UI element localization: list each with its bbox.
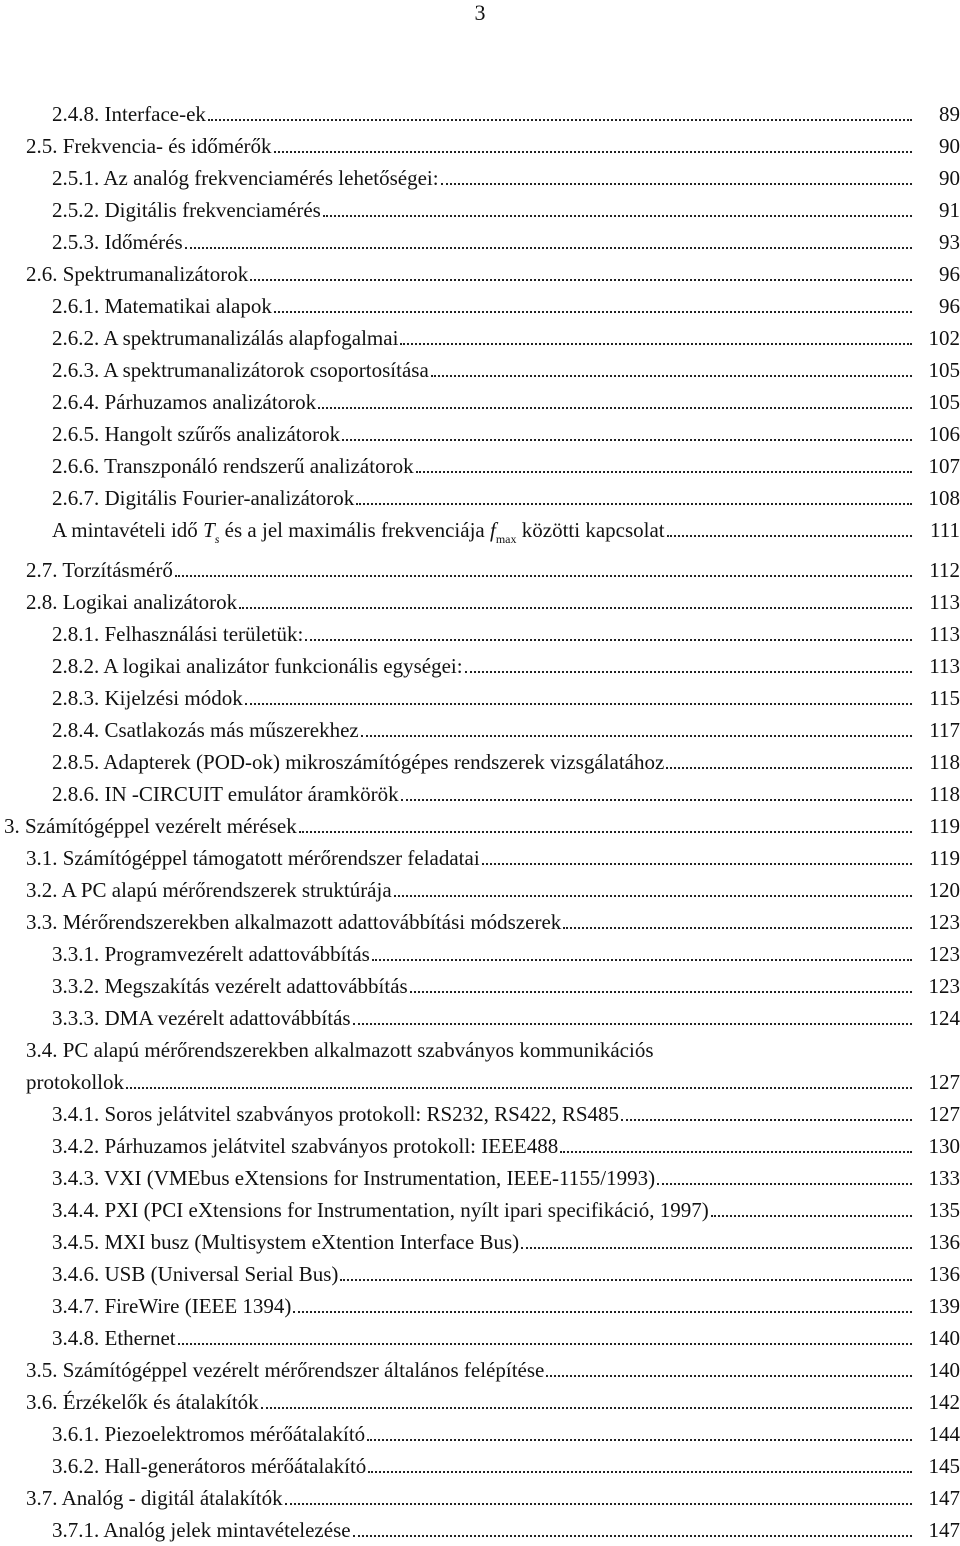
toc-entry-text xyxy=(52,1226,519,1258)
toc-entry-number: 3.3.2. xyxy=(52,974,100,998)
toc-entry-title: Hangolt szűrős analizátorok xyxy=(104,422,341,446)
toc-entry-title: FireWire (IEEE 1394) xyxy=(104,1294,292,1318)
toc-entry[interactable] xyxy=(0,1162,960,1194)
dot-leader xyxy=(293,1311,912,1313)
toc-entry-number: 2.5.3. xyxy=(52,230,100,254)
toc-entry-number: 3.3. xyxy=(26,910,58,934)
toc-entry-number: 2.5.2. xyxy=(52,198,100,222)
toc-entry-number: 2.7. xyxy=(26,558,58,582)
toc-entry-page: 133 xyxy=(928,1166,960,1190)
toc-entry-page: 91 xyxy=(939,198,960,222)
toc-entry-page: 144 xyxy=(928,1422,960,1446)
toc-entry-text xyxy=(26,1386,259,1418)
toc-entry[interactable] xyxy=(0,1450,960,1482)
toc-entry-page: 124 xyxy=(928,1006,960,1030)
toc-entry-number: 3.6.2. xyxy=(52,1454,100,1478)
toc-entry-page: 111 xyxy=(930,518,960,542)
dot-leader xyxy=(285,1503,912,1505)
toc-entry[interactable] xyxy=(0,226,960,258)
toc-entry-page: 127 xyxy=(928,1102,960,1126)
toc-entry-text xyxy=(52,322,398,354)
toc-entry[interactable] xyxy=(0,1194,960,1226)
dot-leader xyxy=(482,863,912,865)
toc-entry-text xyxy=(52,618,303,650)
toc-entry-page: 118 xyxy=(929,782,960,806)
toc-entry-title: Adapterek (POD-ok) mikroszámítógépes rendszerek vizsgálatához xyxy=(103,750,665,774)
dot-leader xyxy=(367,1439,912,1441)
toc-entry-page: 135 xyxy=(928,1198,960,1222)
dot-leader xyxy=(340,1279,912,1281)
dot-leader xyxy=(410,991,912,993)
dot-leader xyxy=(372,959,912,961)
toc-entry-number: 2.8.4. xyxy=(52,718,100,742)
toc-entry-page: 115 xyxy=(929,686,960,710)
toc-entry-number: 2.6.7. xyxy=(52,486,100,510)
toc-entry-page: 123 xyxy=(928,974,960,998)
toc-entry-title: Párhuzamos analizátorok xyxy=(104,390,317,414)
toc-entry-title: Érzékelők és átalakítók xyxy=(62,1390,259,1414)
dot-leader xyxy=(361,735,912,737)
toc-entry[interactable] xyxy=(0,1322,960,1354)
toc-entry-number: 3.4.6. xyxy=(52,1262,100,1286)
toc-entry-text xyxy=(52,226,183,258)
toc-entry-title: Felhasználási területük: xyxy=(104,622,304,646)
toc-entry-page: 119 xyxy=(929,846,960,870)
toc-entry[interactable] xyxy=(0,906,960,938)
toc-entry-number: 2.6. xyxy=(26,262,58,286)
toc-entry-number: 2.8.2. xyxy=(52,654,100,678)
toc-entry-text xyxy=(26,906,561,938)
toc-entry-text xyxy=(26,554,173,586)
toc-entry-text xyxy=(26,586,237,618)
toc-entry-text xyxy=(52,970,408,1002)
toc-entry-text xyxy=(52,1258,338,1290)
dot-leader xyxy=(239,607,912,609)
toc-entry-title-line2: protokollok xyxy=(26,1070,124,1094)
toc-entry-title: Programvezérelt adattovábbítás xyxy=(104,942,370,966)
toc-entry-number: 3.5. xyxy=(26,1358,58,1382)
toc-entry-page: 139 xyxy=(928,1294,960,1318)
toc-entry-number: 3.6. xyxy=(26,1390,58,1414)
toc-entry-page: 90 xyxy=(939,166,960,190)
toc-entry-title: Megszakítás vezérelt adattovábbítás xyxy=(104,974,408,998)
toc-entry-number: 3.6.1. xyxy=(52,1422,100,1446)
toc-entry-text xyxy=(52,746,664,778)
toc-entry-page: 123 xyxy=(928,942,960,966)
toc-entry-text xyxy=(52,290,272,322)
toc-entry-number: 3.7. xyxy=(26,1486,58,1510)
dot-leader xyxy=(299,831,912,833)
toc-entry-text xyxy=(52,1194,709,1226)
toc-entry-title: A spektrumanalizátorok csoportosítása xyxy=(103,358,429,382)
toc-entry-number: 2.6.4. xyxy=(52,390,100,414)
toc-entry[interactable] xyxy=(0,970,960,1002)
toc-entry-number: 2.8.6. xyxy=(52,782,100,806)
toc-entry-text xyxy=(52,450,414,482)
toc-entry-page: 140 xyxy=(928,1326,960,1350)
dot-leader xyxy=(657,1183,912,1185)
toc-entry-page: 118 xyxy=(929,750,960,774)
toc-entry-number: 3.4.4. xyxy=(52,1198,100,1222)
toc-entry[interactable] xyxy=(0,1386,960,1418)
toc-entry-text xyxy=(26,1354,544,1386)
toc-entry-title-part3: közötti kapcsolat xyxy=(521,518,665,542)
toc-entry-title: Analóg - digitál átalakítók xyxy=(61,1486,283,1510)
toc-entry-page: 136 xyxy=(928,1262,960,1286)
dot-leader xyxy=(353,1023,912,1025)
toc-entry-title: Piezoelektromos mérőátalakító xyxy=(104,1422,366,1446)
toc-entry-page: 120 xyxy=(928,878,960,902)
toc-entry-title: A spektrumanalizálás alapfogalmai xyxy=(103,326,399,350)
toc-entry-title: Logikai analizátorok xyxy=(62,590,238,614)
symbol-t: T xyxy=(203,518,215,542)
toc-entry-page: 113 xyxy=(929,622,960,646)
toc-entry-number: 3.7.1. xyxy=(52,1518,100,1542)
dot-leader xyxy=(274,311,912,313)
toc-entry-title: Párhuzamos jelátvitel szabványos protokoll: IEEE488 xyxy=(104,1134,559,1158)
dot-leader xyxy=(208,119,912,121)
dot-leader xyxy=(666,767,912,769)
dot-leader xyxy=(274,151,912,153)
toc-entry[interactable] xyxy=(0,322,960,354)
toc-entry-page: 96 xyxy=(939,294,960,318)
toc-entry-text xyxy=(52,514,665,555)
toc-entry-title: Soros jelátvitel szabványos protokoll: RS232, RS422, RS485 xyxy=(104,1102,620,1126)
dot-leader xyxy=(318,407,912,409)
toc-entry-title: Ethernet xyxy=(104,1326,176,1350)
toc-entry-text xyxy=(52,162,439,194)
toc-entry-text xyxy=(52,1418,365,1450)
toc-entry-number: 3.1. xyxy=(26,846,58,870)
toc-entry-text xyxy=(26,842,480,874)
toc-entry-text xyxy=(52,682,243,714)
toc-entry-title: Spektrumanalizátorok xyxy=(62,262,249,286)
toc-entry-number: 2.5. xyxy=(26,134,58,158)
toc-entry-number: 2.4.8. xyxy=(52,102,100,126)
toc-entry-page: 127 xyxy=(928,1070,960,1094)
dot-leader xyxy=(261,1407,912,1409)
toc-entry[interactable] xyxy=(0,354,960,386)
dot-leader xyxy=(245,703,912,705)
toc-entry-page: 142 xyxy=(928,1390,960,1414)
toc-entry-text xyxy=(52,1450,366,1482)
toc-entry-page: 105 xyxy=(928,358,960,382)
toc-entry-number: 2.8.5. xyxy=(52,750,100,774)
toc-entry[interactable] xyxy=(0,1098,960,1130)
dot-leader xyxy=(323,215,912,217)
toc-entry-text xyxy=(52,194,321,226)
toc-entry-text xyxy=(26,258,248,290)
toc-entry-page: 93 xyxy=(939,230,960,254)
toc-entry-page: 90 xyxy=(939,134,960,158)
dot-leader xyxy=(178,1343,912,1345)
toc-entry-title: Transzponáló rendszerű analizátorok xyxy=(104,454,414,478)
toc-entry-text xyxy=(52,714,359,746)
symbol-f-subscript: max xyxy=(495,532,517,546)
toc-entry-text xyxy=(26,1034,654,1066)
toc-entry-page: 147 xyxy=(928,1486,960,1510)
toc-entry-page: 112 xyxy=(929,558,960,582)
toc-entry[interactable] xyxy=(0,650,960,682)
symbol-f: f xyxy=(489,518,496,542)
toc-entry-title: Számítógéppel vezérelt mérőrendszer általános felépítése xyxy=(62,1358,545,1382)
toc-entry-number: 3.4. xyxy=(26,1038,58,1062)
toc-entry-text xyxy=(52,1098,619,1130)
dot-leader xyxy=(185,247,912,249)
dot-leader xyxy=(667,535,912,537)
toc-entry-text xyxy=(52,1162,655,1194)
toc-entry[interactable] xyxy=(0,1354,960,1386)
dot-leader xyxy=(441,183,912,185)
toc-entry-title: Az analóg frekvenciamérés lehetőségei: xyxy=(103,166,439,190)
dot-leader xyxy=(563,927,912,929)
toc-entry[interactable] xyxy=(0,1258,960,1290)
toc-entry-page: 140 xyxy=(928,1358,960,1382)
toc-entry-title: USB (Universal Serial Bus) xyxy=(104,1262,339,1286)
toc-entry[interactable] xyxy=(0,1002,960,1034)
dot-leader xyxy=(401,799,912,801)
toc-entry-page: 147 xyxy=(928,1518,960,1542)
toc-entry-page: 113 xyxy=(929,654,960,678)
toc-entry-number: 3.4.7. xyxy=(52,1294,100,1318)
toc-entry-title: Mérőrendszerekben alkalmazott adattovábbítási módszerek xyxy=(62,910,562,934)
dot-leader xyxy=(431,375,912,377)
toc-entry-number: 3.3.3. xyxy=(52,1006,100,1030)
toc-entry-text xyxy=(52,354,429,386)
toc-entry-text xyxy=(52,1002,351,1034)
toc-entry-number: 2.6.1. xyxy=(52,294,100,318)
toc-entry-number: 3. xyxy=(4,814,20,838)
toc-entry-text xyxy=(52,778,399,810)
toc-entry[interactable] xyxy=(0,714,960,746)
toc-entry[interactable] xyxy=(0,586,960,618)
toc-entry-title: Időmérés xyxy=(104,230,183,254)
toc-entry[interactable] xyxy=(0,618,960,650)
toc-entry-title: PC alapú mérőrendszerekben alkalmazott szabványos kommunikációs xyxy=(62,1038,654,1062)
toc-entry-title: Matematikai alapok xyxy=(104,294,272,318)
toc-entry[interactable] xyxy=(0,1226,960,1258)
toc-entry[interactable] xyxy=(0,842,960,874)
dot-leader xyxy=(416,471,912,473)
toc-entry-text xyxy=(52,386,316,418)
dot-leader xyxy=(353,1535,912,1537)
toc-entry-page: 123 xyxy=(928,910,960,934)
page-number: 3 xyxy=(474,0,486,25)
toc-entry-number: 2.8.1. xyxy=(52,622,100,646)
dot-leader xyxy=(368,1471,912,1473)
toc-entry[interactable] xyxy=(0,554,960,586)
toc-entry-number: 2.8.3. xyxy=(52,686,100,710)
toc-entry-number: 3.4.5. xyxy=(52,1230,100,1254)
toc-entry-number: 2.6.3. xyxy=(52,358,100,382)
dot-leader xyxy=(546,1375,912,1377)
toc-entry-page: 136 xyxy=(928,1230,960,1254)
toc-entry-text xyxy=(26,130,272,162)
toc-entry-number: 2.5.1. xyxy=(52,166,100,190)
toc-entry-title: Analóg jelek mintavételezése xyxy=(103,1518,351,1542)
dot-leader xyxy=(175,575,912,577)
toc-entry-text xyxy=(52,1290,291,1322)
toc-entry-page: 108 xyxy=(928,486,960,510)
dot-leader xyxy=(356,503,912,505)
toc-entry[interactable] xyxy=(0,1418,960,1450)
dot-leader xyxy=(394,895,912,897)
dot-leader xyxy=(621,1119,912,1121)
dot-leader xyxy=(250,279,912,281)
toc-entry-title: Számítógéppel vezérelt mérések xyxy=(25,814,297,838)
toc-entry-number: 3.4.3. xyxy=(52,1166,100,1190)
toc-entry-number: 2.6.2. xyxy=(52,326,100,350)
toc-entry-text xyxy=(52,98,206,130)
toc-entry-title: PXI (PCI eXtensions for Instrumentation, nyílt ipari specifikáció, 1997) xyxy=(104,1198,709,1222)
dot-leader xyxy=(560,1151,912,1153)
toc-entry[interactable] xyxy=(0,1514,960,1546)
toc-entry-page: 106 xyxy=(928,422,960,446)
toc-entry-title: Számítógéppel támogatott mérőrendszer feladatai xyxy=(62,846,480,870)
toc-entry-title: Kijelzési módok xyxy=(104,686,243,710)
toc-entry-text xyxy=(52,1322,176,1354)
toc-entry[interactable] xyxy=(0,386,960,418)
toc-entry-title: Digitális frekvenciamérés xyxy=(104,198,321,222)
toc-entry[interactable] xyxy=(0,874,960,906)
toc-entry-page: 119 xyxy=(929,814,960,838)
toc-entry-page: 145 xyxy=(928,1454,960,1478)
dot-leader xyxy=(521,1247,912,1249)
toc-entry-page: 102 xyxy=(928,326,960,350)
toc-entry-text xyxy=(52,1130,558,1162)
toc-entry[interactable] xyxy=(0,482,960,514)
toc-entry-page: 96 xyxy=(939,262,960,286)
toc-entry[interactable] xyxy=(0,810,960,842)
toc-entry[interactable] xyxy=(0,938,960,970)
toc-entry-page: 113 xyxy=(929,590,960,614)
toc-entry[interactable] xyxy=(0,746,960,778)
toc-entry[interactable] xyxy=(0,98,960,130)
toc-entry[interactable] xyxy=(0,1130,960,1162)
toc-entry[interactable] xyxy=(0,682,960,714)
toc-entry[interactable] xyxy=(0,1034,960,1098)
toc-entry-title: Csatlakozás más műszerekhez xyxy=(104,718,359,742)
toc-entry[interactable] xyxy=(0,514,960,554)
toc-entry-title: Torzításmérő xyxy=(62,558,173,582)
toc-entry-page: 117 xyxy=(929,718,960,742)
dot-leader xyxy=(711,1215,912,1217)
toc-entry-text xyxy=(52,650,463,682)
toc-entry[interactable] xyxy=(0,1290,960,1322)
toc-entry-number: 3.4.8. xyxy=(52,1326,100,1350)
toc-entry-text xyxy=(4,810,297,842)
toc-entry-title: MXI busz (Multisystem eXtention Interface Bus) xyxy=(104,1230,520,1254)
toc-entry-page: 130 xyxy=(928,1134,960,1158)
toc-entry-title: Digitális Fourier-analizátorok xyxy=(104,486,355,510)
symbol-t-subscript: s xyxy=(214,532,220,546)
toc-entry[interactable] xyxy=(0,162,960,194)
toc-entry[interactable] xyxy=(0,194,960,226)
toc-entry-text xyxy=(52,418,340,450)
toc-entry-number: 3.4.1. xyxy=(52,1102,100,1126)
toc-entry-title: Frekvencia- és időmérők xyxy=(62,134,272,158)
toc-entry-text xyxy=(52,482,354,514)
dot-leader xyxy=(305,639,912,641)
toc-entry-text xyxy=(52,938,370,970)
toc-entry-text xyxy=(26,874,392,906)
toc-entry-title: VXI (VMEbus eXtensions for Instrumentation, IEEE-1155/1993) xyxy=(104,1166,656,1190)
toc-entry[interactable] xyxy=(0,778,960,810)
toc-entry-text xyxy=(52,1514,351,1546)
dot-leader xyxy=(465,671,912,673)
toc-entry-title-part1: A mintavételi idő xyxy=(52,518,198,542)
toc-entry-page: 89 xyxy=(939,102,960,126)
toc-entry-number: 2.6.5. xyxy=(52,422,100,446)
toc-entry-number: 2.8. xyxy=(26,590,58,614)
toc-entry-title: Interface-ek xyxy=(104,102,206,126)
toc-entry[interactable] xyxy=(0,258,960,290)
toc-entry-title: A logikai analizátor funkcionális egységei: xyxy=(103,654,463,678)
toc-entry-title: Hall-generátoros mérőátalakító xyxy=(104,1454,367,1478)
toc-entry-number: 3.3.1. xyxy=(52,942,100,966)
toc-entry-text xyxy=(26,1482,283,1514)
toc-entry[interactable] xyxy=(0,290,960,322)
dot-leader xyxy=(400,343,912,345)
toc-entry-number: 3.2. xyxy=(26,878,58,902)
toc-entry[interactable] xyxy=(0,450,960,482)
toc-entry[interactable] xyxy=(0,130,960,162)
toc-entry-page: 105 xyxy=(928,390,960,414)
toc-entry-title: A PC alapú mérőrendszerek struktúrája xyxy=(61,878,392,902)
dot-leader xyxy=(126,1087,912,1089)
toc-entry-title: IN -CIRCUIT emulátor áramkörök xyxy=(104,782,399,806)
toc-entry[interactable] xyxy=(0,418,960,450)
toc-entry-number: 3.4.2. xyxy=(52,1134,100,1158)
toc-entry-title: DMA vezérelt adattovábbítás xyxy=(104,1006,351,1030)
toc-entry-page: 107 xyxy=(928,454,960,478)
toc-entry[interactable] xyxy=(0,1482,960,1514)
dot-leader xyxy=(342,439,912,441)
toc-entry-title-part2: és a jel maximális frekvenciája xyxy=(224,518,485,542)
toc-entry-number: 2.6.6. xyxy=(52,454,100,478)
